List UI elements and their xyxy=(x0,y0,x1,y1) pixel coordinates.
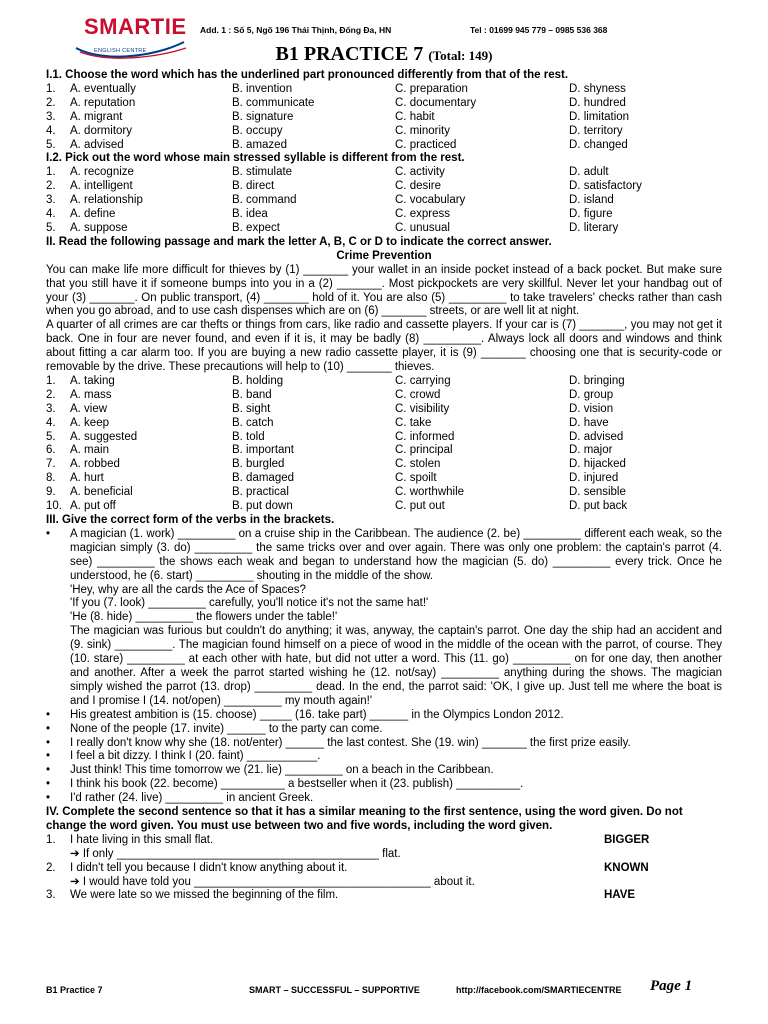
section-2-heading: II. Read the following passage and mark the letter A, B, C or D to indicate the correct answer. xyxy=(46,235,552,248)
verb-item-text: I really don't know why she (18. not/enter) ______ the last contest. She (19. win) _______ the first prize easily. xyxy=(70,736,631,749)
question-number: 4. xyxy=(46,124,56,137)
answer-option: D. figure xyxy=(569,208,613,221)
answer-option: A. suggested xyxy=(70,430,138,443)
footer-left: B1 Practice 7 xyxy=(46,985,103,995)
answer-option: C. principal xyxy=(395,444,453,457)
option-row xyxy=(46,431,722,445)
verb-item-text: His greatest ambition is (15. choose) _____ (16. take part) ______ in the Olympics London 2012. xyxy=(70,708,564,721)
question-number: 10. xyxy=(46,500,62,513)
answer-option: A. mass xyxy=(70,388,112,401)
answer-option: D. changed xyxy=(569,138,628,151)
answer-option: D. territory xyxy=(569,124,623,137)
answer-option: A. put off xyxy=(70,500,116,513)
answer-option: C. informed xyxy=(395,430,455,443)
answer-option: B. band xyxy=(232,388,272,401)
answer-option: C. unusual xyxy=(395,221,450,234)
answer-option: C. activity xyxy=(395,166,445,179)
answer-option: C. habit xyxy=(395,110,435,123)
total-score: (Total: 149) xyxy=(428,48,493,63)
logo-subtitle: ENGLISH CENTRE xyxy=(94,48,147,54)
question-number: 1. xyxy=(46,374,56,387)
answer-option: B. expect xyxy=(232,221,280,234)
page-number: Page 1 xyxy=(650,978,693,994)
question-number: 6. xyxy=(46,444,56,457)
verb-item xyxy=(46,723,722,737)
rewrite-question xyxy=(46,862,722,876)
question-number: 2. xyxy=(46,388,56,401)
question-number: 3. xyxy=(46,402,56,415)
answer-option: D. hundred xyxy=(569,96,626,109)
option-row xyxy=(46,97,722,111)
rewrite-items xyxy=(46,834,722,904)
answer-option: B. important xyxy=(232,444,294,457)
passage-title: Crime Prevention xyxy=(336,249,432,262)
question-number: 1. xyxy=(46,833,56,846)
answer-option: C. worthwhile xyxy=(395,486,465,499)
answer-option: D. hijacked xyxy=(569,458,626,471)
answer-option: C. visibility xyxy=(395,402,450,415)
question-number: 7. xyxy=(46,458,56,471)
answer-option: B. command xyxy=(232,194,297,207)
footer-slogan: SMART – SUCCESSFUL – SUPPORTIVE xyxy=(249,985,420,995)
story-line: 'If you (7. look) _________ carefully, you'll notice it's not the same hat!' xyxy=(70,597,429,610)
verb-item xyxy=(46,764,722,778)
question-number: 2. xyxy=(46,96,56,109)
page-footer xyxy=(46,978,722,998)
answer-option: D. injured xyxy=(569,472,619,485)
original-sentence: I didn't tell you because I didn't know anything about it. xyxy=(70,861,348,874)
answer-option: D. literary xyxy=(569,221,619,234)
verb-item xyxy=(46,709,722,723)
answer-option: D. sensible xyxy=(569,486,626,499)
question-number: 9. xyxy=(46,486,56,499)
question-number: 3. xyxy=(46,194,56,207)
answer-option: D. limitation xyxy=(569,110,630,123)
answer-option: A. keep xyxy=(70,416,109,429)
answer-option: D. bringing xyxy=(569,374,625,387)
question-number: 2. xyxy=(46,861,56,874)
question-number: 5. xyxy=(46,430,56,443)
verb-item xyxy=(46,778,722,792)
option-row xyxy=(46,403,722,417)
answer-line[interactable]: ➔ If only _________________________________________ flat. xyxy=(70,847,401,860)
answer-option: B. holding xyxy=(232,374,284,387)
answer-option: B. put down xyxy=(232,500,293,513)
title-text: B1 PRACTICE 7 xyxy=(275,43,424,65)
answer-option: B. occupy xyxy=(232,124,283,137)
answer-option: D. put back xyxy=(569,500,628,513)
answer-option: D. group xyxy=(569,388,614,401)
answer-option: C. preparation xyxy=(395,82,468,95)
verb-item-text: I'd rather (24. live) _________ in ancient Greek. xyxy=(70,792,314,805)
original-sentence: I hate living in this small flat. xyxy=(70,833,214,846)
key-word: BIGGER xyxy=(604,833,650,846)
bullet-icon: • xyxy=(46,736,51,749)
answer-option: C. express xyxy=(395,208,450,221)
logo-wordmark: SMARTIE xyxy=(84,14,187,39)
answer-option: A. view xyxy=(70,402,108,415)
page-title xyxy=(0,43,768,65)
option-row xyxy=(46,208,722,222)
answer-option: A. recognize xyxy=(70,166,134,179)
verb-form-items xyxy=(46,709,722,806)
bullet-icon: • xyxy=(46,527,51,540)
answer-option: B. idea xyxy=(232,208,268,221)
bullet-icon: • xyxy=(46,750,51,763)
answer-option: C. crowd xyxy=(395,388,441,401)
answer-line[interactable]: ➔ I would have told you _____________________________________ about it. xyxy=(70,875,475,888)
answer-option: B. invention xyxy=(232,82,293,95)
answer-option: D. adult xyxy=(569,166,609,179)
answer-option: C. documentary xyxy=(395,96,477,109)
answer-option: B. damaged xyxy=(232,472,295,485)
answer-option: A. robbed xyxy=(70,458,120,471)
section-4-heading: IV. Complete the second sentence so that it has a similar meaning to the first sentence, using the word given. Do not change the word given. You must use between two and five words, including the word given. xyxy=(46,806,683,832)
question-number: 5. xyxy=(46,138,56,151)
verb-item-text: Just think! This time tomorrow we (21. lie) _________ on a beach in the Caribbean. xyxy=(70,764,494,777)
answer-option: B. communicate xyxy=(232,96,315,109)
question-number: 5. xyxy=(46,221,56,234)
worksheet-content xyxy=(46,69,722,903)
answer-option: A. reputation xyxy=(70,96,136,109)
story-line: 'Hey, why are all the cards the Ace of Spaces? xyxy=(70,583,306,596)
option-row xyxy=(46,139,722,153)
option-row xyxy=(46,222,722,236)
answer-option: A. hurt xyxy=(70,472,104,485)
question-number: 3. xyxy=(46,110,56,123)
section-2-options xyxy=(46,375,722,514)
bullet-icon: • xyxy=(46,764,51,777)
option-row xyxy=(46,111,722,125)
verb-item-text: None of the people (17. invite) ______ to the party can come. xyxy=(70,722,383,735)
answer-option: C. put out xyxy=(395,500,445,513)
option-row xyxy=(46,194,722,208)
answer-option: A. suppose xyxy=(70,221,128,234)
section-1-1-options xyxy=(46,83,722,153)
question-number: 4. xyxy=(46,208,56,221)
question-number: 1. xyxy=(46,82,56,95)
story-item xyxy=(46,528,722,709)
section-1-2-heading: I.2. Pick out the word whose main stressed syllable is different from the rest. xyxy=(46,152,465,165)
answer-option: B. direct xyxy=(232,180,275,193)
option-row xyxy=(46,417,722,431)
answer-option: D. satisfactory xyxy=(569,180,642,193)
answer-option: A. define xyxy=(70,208,116,221)
answer-option: C. spoilt xyxy=(395,472,437,485)
answer-option: A. advised xyxy=(70,138,124,151)
question-number: 8. xyxy=(46,472,56,485)
answer-option: C. take xyxy=(395,416,432,429)
bullet-icon: • xyxy=(46,792,51,805)
answer-option: B. practical xyxy=(232,486,289,499)
option-row xyxy=(46,166,722,180)
section-1-2-options xyxy=(46,166,722,236)
verb-item xyxy=(46,792,722,806)
option-row xyxy=(46,444,722,458)
original-sentence: We were late so we missed the beginning of the film. xyxy=(70,889,339,902)
answer-option: C. carrying xyxy=(395,374,451,387)
option-row xyxy=(46,458,722,472)
story-paragraph: A magician (1. work) _________ on a cruise ship in the Caribbean. The audience (2. be) _________ different each weak, so the magician simply (3. do) _________ the same tricks over and over again. There was only one problem: the captain's parrot (4. see) _________ the shows each weak and began to understand how the magician (5. do) _________ every trick. Once he understood, he (6. start) _________ shouting in the middle of the show. xyxy=(70,527,722,582)
passage-paragraph-1: You can make life more difficult for thieves by (1) _______ your wallet in an inside pocket instead of a back pocket. But make sure that you still have it if someone bumps into you in a (2) _______. Most pickpockets are very skillful. Never let your handbag out of your (3) _______. On public transport, (4) _______ hold of it. You are also (5) _________ to take travelers' checks rather than cash when you go abroad, and to use cash dispenses which are on (6) _______ streets, or are well lit at night. xyxy=(46,263,722,318)
option-row xyxy=(46,375,722,389)
option-row xyxy=(46,83,722,97)
question-number: 2. xyxy=(46,180,56,193)
answer-option: D. have xyxy=(569,416,609,429)
bullet-icon: • xyxy=(46,722,51,735)
question-number: 3. xyxy=(46,889,56,902)
answer-option: D. major xyxy=(569,444,613,457)
answer-option: B. signature xyxy=(232,110,294,123)
passage-paragraph-2: A quarter of all crimes are car thefts or things from cars, like radio and cassette players. If your car is (7) _______, you may not get it back. One in four are never found, and even if it is, it may be badly (8) _________. Always lock all doors and windows and think about fitting a car alarm too. If you are buying a new radio cassette player, it is (9) _______ choosing one that is security-code or removable by the drive. These precautions will help to (10) _______ thieves. xyxy=(46,319,722,374)
option-row xyxy=(46,472,722,486)
answer-option: D. shyness xyxy=(569,82,626,95)
answer-option: A. dormitory xyxy=(70,124,132,137)
answer-option: B. stimulate xyxy=(232,166,293,179)
contact-info xyxy=(200,24,608,38)
answer-option: C. desire xyxy=(395,180,442,193)
option-row xyxy=(46,125,722,139)
answer-option: D. island xyxy=(569,194,614,207)
answer-option: B. sight xyxy=(232,402,271,415)
answer-option: C. practiced xyxy=(395,138,457,151)
verb-item xyxy=(46,750,722,764)
answer-option: A. main xyxy=(70,444,109,457)
answer-option: B. burgled xyxy=(232,458,285,471)
answer-option: A. migrant xyxy=(70,110,123,123)
rewrite-question xyxy=(46,834,722,848)
answer-option: A. taking xyxy=(70,374,115,387)
answer-option: C. stolen xyxy=(395,458,441,471)
answer-option: A. beneficial xyxy=(70,486,133,499)
footer-url[interactable]: http://facebook.com/SMARTIECENTRE xyxy=(456,985,622,995)
answer-option: C. minority xyxy=(395,124,450,137)
verb-item-text: I think his book (22. become) __________ a bestseller when it (23. publish) __________. xyxy=(70,778,524,791)
story-line: 'He (8. hide) _________ the flowers under the table!' xyxy=(70,611,338,624)
verb-item xyxy=(46,737,722,751)
answer-option: C. vocabulary xyxy=(395,194,466,207)
key-word: KNOWN xyxy=(604,861,649,874)
option-row xyxy=(46,486,722,500)
answer-option: B. catch xyxy=(232,416,274,429)
story-paragraph: The magician was furious but couldn't do anything; it was, anyway, the captain's parrot. One day the ship had an accident and (9. sink) _________. The magician found himself on a piece of wood in the middle of the ocean with the parrot, of course. They (10. stare) _________ at each other with hate, but did not utter a word. This (11. go) _________ on for one day, then another and another. After a week the parrot started wishing he (12. not/say) _________ anything during the shows. The magician simply wished the parrot (13. drop) _________ dead. In the end, the parrot said: 'OK, I give up. Just tell me where the boat is and I promise I (14. not/open) _________ my mouth again!' xyxy=(70,625,722,707)
bullet-icon: • xyxy=(46,778,51,791)
address-text: Add. 1 : Số 5, Ngõ 196 Thái Thịnh, Đống Đa, HN xyxy=(200,25,392,35)
option-row xyxy=(46,500,722,514)
section-3-heading: III. Give the correct form of the verbs in the brackets. xyxy=(46,514,335,526)
bullet-icon: • xyxy=(46,708,51,721)
answer-option: B. told xyxy=(232,430,265,443)
option-row xyxy=(46,180,722,194)
tel-text: Tel : 01699 945 779 – 0985 536 368 xyxy=(470,25,608,35)
verb-item-text: I feel a bit dizzy. I think I (20. faint) ___________. xyxy=(70,750,321,763)
key-word: HAVE xyxy=(604,889,636,902)
answer-option: B. amazed xyxy=(232,138,287,151)
section-1-1-heading: I.1. Choose the word which has the underlined part pronounced differently from that of the rest. xyxy=(46,69,569,81)
option-row xyxy=(46,389,722,403)
question-number: 4. xyxy=(46,416,56,429)
answer-option: D. vision xyxy=(569,402,614,415)
rewrite-question xyxy=(46,889,722,903)
answer-option: A. intelligent xyxy=(70,180,133,193)
answer-option: A. relationship xyxy=(70,194,143,207)
answer-option: D. advised xyxy=(569,430,624,443)
question-number: 1. xyxy=(46,166,56,179)
answer-option: A. eventually xyxy=(70,82,136,95)
